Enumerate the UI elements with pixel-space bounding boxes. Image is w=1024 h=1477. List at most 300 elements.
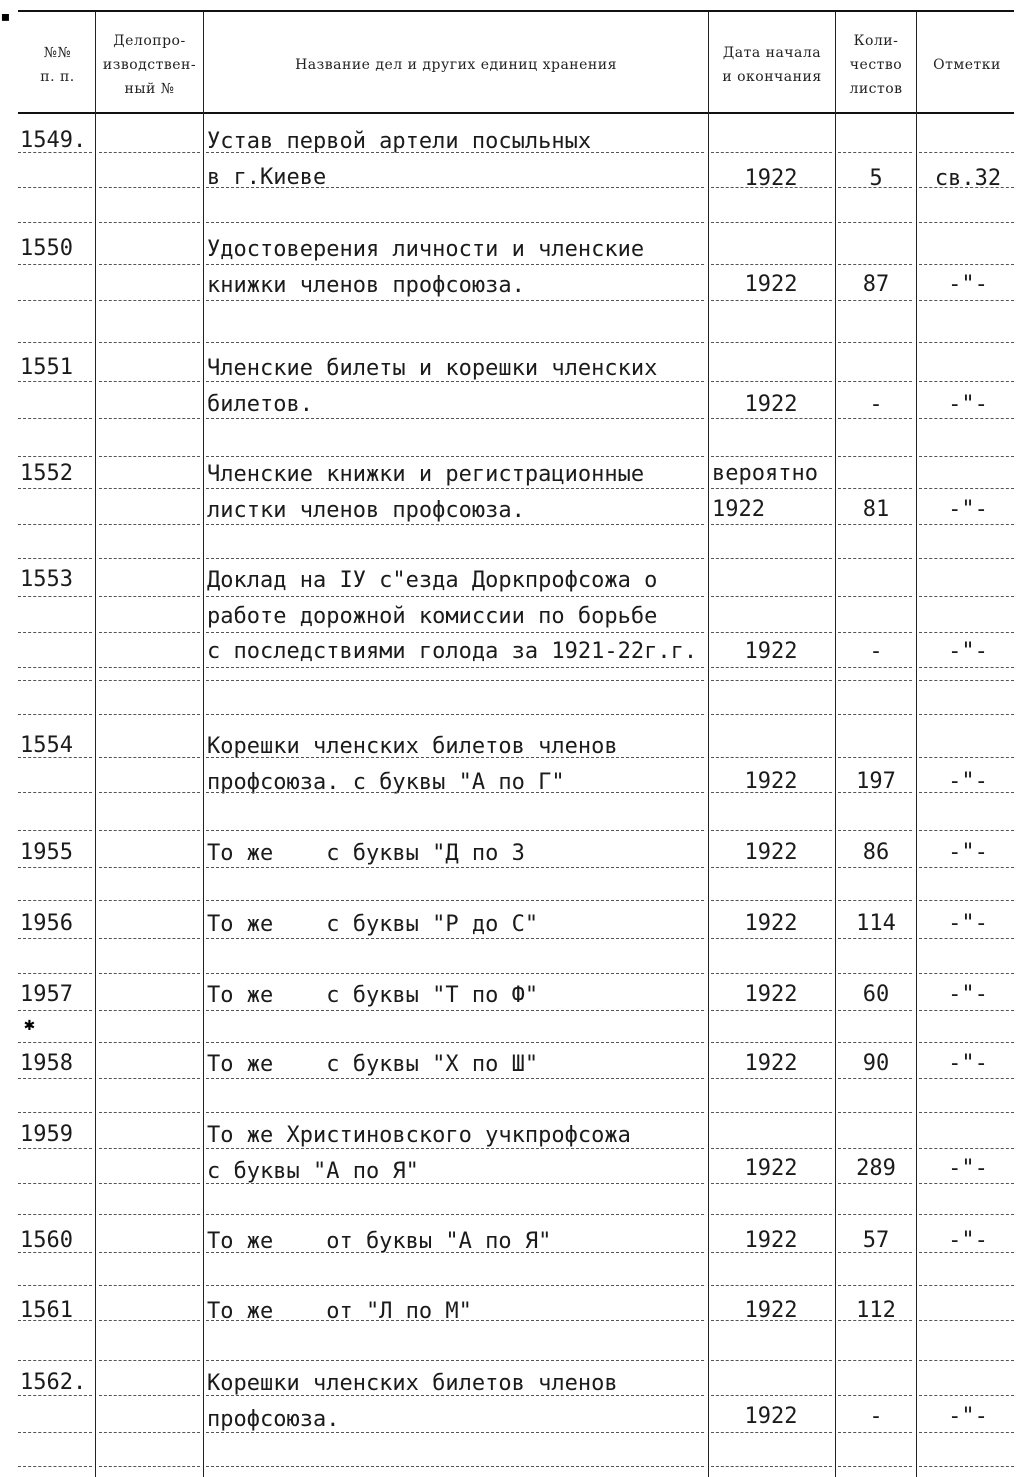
ruled-guide-line bbox=[838, 418, 912, 419]
ruled-guide-line bbox=[18, 830, 92, 831]
ruled-guide-line bbox=[99, 1112, 200, 1113]
ruled-guide-line bbox=[838, 152, 912, 153]
ruled-guide-line bbox=[206, 1112, 704, 1113]
ruled-guide-line bbox=[99, 1078, 200, 1079]
ruled-guide-line bbox=[919, 152, 1014, 153]
ruled-guide-line bbox=[919, 1112, 1014, 1113]
ruled-guide-line bbox=[99, 757, 200, 758]
ruled-guide-line bbox=[919, 1320, 1014, 1321]
ruled-guide-line bbox=[18, 524, 92, 525]
ruled-guide-line bbox=[99, 1042, 200, 1043]
ruled-guide-line bbox=[711, 1320, 832, 1321]
ruled-guide-line bbox=[919, 456, 1014, 457]
ruled-guide-line bbox=[919, 667, 1014, 668]
ruled-guide-line bbox=[18, 973, 92, 974]
ruled-guide-line bbox=[99, 1466, 200, 1467]
ruled-guide-line bbox=[919, 264, 1014, 265]
ruled-guide-line bbox=[99, 524, 200, 525]
header-col-notes: Отметки bbox=[933, 57, 1001, 73]
ruled-guide-line bbox=[18, 1042, 92, 1043]
ruled-guide-line bbox=[18, 596, 92, 597]
ruled-guide-line bbox=[711, 1078, 832, 1079]
entry-number: 1957 bbox=[20, 982, 73, 1007]
ruled-guide-line bbox=[18, 938, 92, 939]
entry-number: 1958 bbox=[20, 1051, 73, 1076]
entry-sheet-count: 60 bbox=[862, 982, 890, 1007]
ruled-guide-line bbox=[18, 1252, 92, 1253]
entry-sheet-count: - bbox=[869, 639, 883, 664]
ruled-guide-line bbox=[711, 596, 832, 597]
ruled-guide-line bbox=[99, 680, 200, 681]
entry-date: 1922 bbox=[744, 272, 798, 297]
entry-date: 1922 bbox=[744, 166, 798, 191]
ruled-guide-line bbox=[711, 900, 832, 901]
entry-sheet-count: 86 bbox=[862, 840, 890, 865]
ruled-guide-line bbox=[18, 867, 92, 868]
ruled-guide-line bbox=[99, 1320, 200, 1321]
ruled-guide-line bbox=[18, 342, 92, 343]
ruled-guide-line bbox=[838, 1285, 912, 1286]
entry-sheet-count: 90 bbox=[862, 1051, 890, 1076]
ruled-guide-line bbox=[99, 1252, 200, 1253]
ruled-guide-line bbox=[919, 342, 1014, 343]
entry-sheet-count: 197 bbox=[856, 769, 896, 794]
entry-sheet-count: 112 bbox=[856, 1298, 896, 1323]
ruled-guide-line bbox=[919, 187, 1014, 188]
ruled-guide-line bbox=[18, 187, 92, 188]
ruled-guide-line bbox=[18, 1214, 92, 1215]
entry-note: -"- bbox=[948, 639, 988, 664]
ruled-guide-line bbox=[99, 152, 200, 153]
ruled-guide-line bbox=[18, 1010, 92, 1011]
ruled-guide-line bbox=[18, 1466, 92, 1467]
ruled-guide-line bbox=[18, 680, 92, 681]
ruled-guide-line bbox=[99, 900, 200, 901]
ruled-guide-line bbox=[206, 938, 704, 939]
ruled-guide-line bbox=[99, 1148, 200, 1149]
ruled-guide-line bbox=[838, 757, 912, 758]
ruled-guide-line bbox=[838, 830, 912, 831]
ruled-guide-line bbox=[206, 524, 704, 525]
ruled-guide-line bbox=[206, 488, 704, 489]
ruled-guide-line bbox=[711, 1395, 832, 1396]
ruled-guide-line bbox=[18, 456, 92, 457]
ruled-guide-line bbox=[18, 1395, 92, 1396]
ruled-guide-line bbox=[838, 456, 912, 457]
entry-note: -"- bbox=[948, 769, 988, 794]
entry-title: То же от буквы "А по Я" bbox=[207, 1229, 552, 1254]
entry-number: 1553 bbox=[20, 567, 73, 592]
ruled-guide-line bbox=[99, 973, 200, 974]
ruled-guide-line bbox=[711, 418, 832, 419]
ruled-guide-line bbox=[838, 1320, 912, 1321]
ruled-guide-line bbox=[99, 1285, 200, 1286]
entry-date: 1922 bbox=[744, 639, 798, 664]
ruled-guide-line bbox=[711, 1112, 832, 1113]
ruled-guide-line bbox=[18, 792, 92, 793]
ruled-guide-line bbox=[99, 1183, 200, 1184]
entry-title: Корешки членских билетов членов профсоюза. bbox=[207, 1371, 618, 1432]
ruled-guide-line bbox=[18, 1112, 92, 1113]
entry-note: -"- bbox=[948, 1051, 988, 1076]
entry-number: 1549. bbox=[20, 128, 87, 153]
ruled-guide-line bbox=[919, 381, 1014, 382]
entry-note: -"- bbox=[948, 1404, 988, 1429]
ruled-guide-line bbox=[206, 456, 704, 457]
ruled-guide-line bbox=[18, 488, 92, 489]
header-col-no: №№ п. п. bbox=[40, 45, 75, 85]
ruled-guide-line bbox=[711, 558, 832, 559]
ruled-guide-line bbox=[838, 1183, 912, 1184]
ruled-guide-line bbox=[711, 1042, 832, 1043]
ruled-guide-line bbox=[838, 1252, 912, 1253]
ruled-guide-line bbox=[711, 667, 832, 668]
ruled-guide-line bbox=[711, 714, 832, 715]
ruled-guide-line bbox=[711, 1148, 832, 1149]
ruled-guide-line bbox=[838, 1112, 912, 1113]
ruled-guide-line bbox=[838, 1010, 912, 1011]
ruled-guide-line bbox=[711, 792, 832, 793]
ruled-guide-line bbox=[99, 667, 200, 668]
ruled-guide-line bbox=[18, 1320, 92, 1321]
ruled-guide-line bbox=[206, 632, 704, 633]
ruled-guide-line bbox=[919, 558, 1014, 559]
ruled-guide-line bbox=[18, 1183, 92, 1184]
ruled-guide-line bbox=[838, 1466, 912, 1467]
entry-title: То же с буквы "Т по Ф" bbox=[207, 983, 539, 1008]
ruled-guide-line bbox=[711, 867, 832, 868]
col-divider-1 bbox=[95, 12, 96, 1477]
ruled-guide-line bbox=[711, 680, 832, 681]
ruled-guide-line bbox=[919, 222, 1014, 223]
entry-title: То же с буквы "Х по Ш" bbox=[207, 1052, 539, 1077]
ruled-guide-line bbox=[99, 1010, 200, 1011]
entry-number: 1552 bbox=[20, 461, 73, 486]
entry-sheet-count: 289 bbox=[856, 1156, 896, 1181]
ruled-guide-line bbox=[711, 938, 832, 939]
ruled-guide-line bbox=[99, 342, 200, 343]
ruled-guide-line bbox=[206, 381, 704, 382]
ruled-guide-line bbox=[206, 1360, 704, 1361]
entry-note: -"- bbox=[948, 840, 988, 865]
ruled-guide-line bbox=[99, 714, 200, 715]
entry-title: Корешки членских билетов членов профсоюза. с буквы "А по Г" bbox=[207, 734, 618, 795]
ruled-guide-line bbox=[838, 300, 912, 301]
ruled-guide-line bbox=[919, 867, 1014, 868]
entry-number: 1550 bbox=[20, 236, 73, 261]
col-divider-4 bbox=[835, 12, 836, 1477]
ruled-guide-line bbox=[838, 524, 912, 525]
ruled-guide-line bbox=[838, 867, 912, 868]
ruled-guide-line bbox=[206, 1252, 704, 1253]
ruled-guide-line bbox=[711, 1285, 832, 1286]
entry-title: Членские книжки и регистрационные листки членов профсоюза. bbox=[207, 462, 645, 523]
ruled-guide-line bbox=[206, 792, 704, 793]
entry-title: То же с буквы "Р до С" bbox=[207, 912, 539, 937]
ruled-guide-line bbox=[206, 867, 704, 868]
entry-number: 1554 bbox=[20, 733, 73, 758]
entry-title: То же Христиновского учкпрофсожа с буквы "А по Я" bbox=[207, 1123, 631, 1184]
ruled-guide-line bbox=[206, 1432, 704, 1433]
ruled-guide-line bbox=[18, 1078, 92, 1079]
ruled-guide-line bbox=[206, 1078, 704, 1079]
ruled-guide-line bbox=[838, 381, 912, 382]
ruled-guide-line bbox=[18, 152, 92, 153]
ruled-guide-line bbox=[711, 264, 832, 265]
ruled-guide-line bbox=[206, 300, 704, 301]
ruled-guide-line bbox=[919, 1360, 1014, 1361]
entry-title: Членские билеты и корешки членских билетов. bbox=[207, 356, 658, 417]
entry-number: 1560 bbox=[20, 1228, 73, 1253]
ruled-guide-line bbox=[206, 187, 704, 188]
ruled-guide-line bbox=[711, 1010, 832, 1011]
ruled-guide-line bbox=[919, 1466, 1014, 1467]
ruled-guide-line bbox=[206, 1010, 704, 1011]
entry-note: св.32 bbox=[934, 166, 1002, 191]
ruled-guide-line bbox=[206, 1214, 704, 1215]
ruled-guide-line bbox=[18, 1285, 92, 1286]
ruled-guide-line bbox=[838, 680, 912, 681]
ruled-guide-line bbox=[919, 1042, 1014, 1043]
ruled-guide-line bbox=[18, 1148, 92, 1149]
ruled-guide-line bbox=[711, 1183, 832, 1184]
ruled-guide-line bbox=[18, 381, 92, 382]
entry-date: 1922 bbox=[744, 840, 798, 865]
col-divider-5 bbox=[916, 12, 917, 1477]
ruled-guide-line bbox=[18, 900, 92, 901]
ruled-guide-line bbox=[99, 596, 200, 597]
ruled-guide-line bbox=[711, 342, 832, 343]
top-rule bbox=[18, 10, 1014, 12]
ruled-guide-line bbox=[838, 596, 912, 597]
ruled-guide-line bbox=[919, 488, 1014, 489]
ruled-guide-line bbox=[99, 381, 200, 382]
ruled-guide-line bbox=[838, 900, 912, 901]
ruled-guide-line bbox=[919, 1078, 1014, 1079]
ruled-guide-line bbox=[711, 830, 832, 831]
ruled-guide-line bbox=[206, 1148, 704, 1149]
ruled-guide-line bbox=[206, 757, 704, 758]
ruled-guide-line bbox=[919, 596, 1014, 597]
entry-sheet-count: - bbox=[869, 1404, 883, 1429]
ruled-guide-line bbox=[206, 264, 704, 265]
ruled-guide-line bbox=[99, 300, 200, 301]
ruled-guide-line bbox=[18, 558, 92, 559]
ruled-guide-line bbox=[711, 757, 832, 758]
ruled-guide-line bbox=[838, 342, 912, 343]
entry-number: 1956 bbox=[20, 911, 73, 936]
ruled-guide-line bbox=[206, 830, 704, 831]
corner-ink-mark: ▪ bbox=[0, 6, 11, 27]
ruled-guide-line bbox=[919, 830, 1014, 831]
entry-note: -"- bbox=[948, 1228, 988, 1253]
ruled-guide-line bbox=[206, 1395, 704, 1396]
entry-date: 1922 bbox=[712, 497, 765, 522]
ruled-guide-line bbox=[99, 222, 200, 223]
entry-sheet-count: 81 bbox=[862, 497, 890, 522]
ruled-guide-line bbox=[99, 558, 200, 559]
ruled-guide-line bbox=[206, 1285, 704, 1286]
ruled-guide-line bbox=[838, 667, 912, 668]
ruled-guide-line bbox=[919, 792, 1014, 793]
ruled-guide-line bbox=[206, 714, 704, 715]
ruled-guide-line bbox=[838, 1432, 912, 1433]
ruled-guide-line bbox=[838, 1360, 912, 1361]
ruled-guide-line bbox=[711, 1432, 832, 1433]
ruled-guide-line bbox=[18, 300, 92, 301]
ruled-guide-line bbox=[99, 1395, 200, 1396]
ruled-guide-line bbox=[18, 667, 92, 668]
ruled-guide-line bbox=[838, 264, 912, 265]
entry-title: Доклад на IУ с"езда Доркпрофсожа о работе дорожной комиссии по борьбе с последствиями голода за 1921-22г.г. bbox=[207, 568, 698, 664]
ruled-guide-line bbox=[99, 792, 200, 793]
entry-date: 1922 bbox=[744, 1298, 798, 1323]
ruled-guide-line bbox=[99, 632, 200, 633]
ruled-guide-line bbox=[838, 714, 912, 715]
ruled-guide-line bbox=[838, 1395, 912, 1396]
entry-date: 1922 bbox=[744, 1156, 798, 1181]
ruled-guide-line bbox=[206, 973, 704, 974]
ruled-guide-line bbox=[919, 1285, 1014, 1286]
ruled-guide-line bbox=[711, 187, 832, 188]
ruled-guide-line bbox=[919, 973, 1014, 974]
ruled-guide-line bbox=[99, 488, 200, 489]
ruled-guide-line bbox=[838, 1148, 912, 1149]
ruled-guide-line bbox=[919, 1214, 1014, 1215]
col-divider-2 bbox=[203, 12, 204, 1477]
ruled-guide-line bbox=[711, 1252, 832, 1253]
ruled-guide-line bbox=[711, 456, 832, 457]
ruled-guide-line bbox=[919, 1148, 1014, 1149]
entry-note: -"- bbox=[948, 911, 988, 936]
ruled-guide-line bbox=[18, 1432, 92, 1433]
ruled-guide-line bbox=[838, 1214, 912, 1215]
entry-date: 1922 bbox=[744, 392, 798, 417]
ruled-guide-line bbox=[711, 1466, 832, 1467]
entry-date: 1922 bbox=[744, 911, 798, 936]
entry-number: 1955 bbox=[20, 840, 73, 865]
ruled-guide-line bbox=[711, 1214, 832, 1215]
ruled-guide-line bbox=[711, 300, 832, 301]
ruled-guide-line bbox=[838, 1078, 912, 1079]
entry-title: То же с буквы "Д по З bbox=[207, 841, 525, 866]
ruled-guide-line bbox=[919, 1010, 1014, 1011]
header-col-title: Название дел и других единиц хранения bbox=[295, 57, 617, 73]
entry-note: -"- bbox=[948, 392, 988, 417]
ruled-guide-line bbox=[206, 1183, 704, 1184]
ruled-guide-line bbox=[99, 867, 200, 868]
entry-sheet-count: 5 bbox=[869, 166, 883, 191]
ruled-guide-line bbox=[919, 938, 1014, 939]
ruled-guide-line bbox=[711, 152, 832, 153]
entry-date-note: вероятно bbox=[712, 461, 818, 486]
ruled-guide-line bbox=[206, 596, 704, 597]
ruled-guide-line bbox=[99, 1214, 200, 1215]
ruled-guide-line bbox=[18, 714, 92, 715]
ruled-guide-line bbox=[838, 938, 912, 939]
entry-number: 1959 bbox=[20, 1122, 73, 1147]
ruled-guide-line bbox=[99, 1432, 200, 1433]
ruled-guide-line bbox=[711, 632, 832, 633]
header-col-sheets: Коли- чество листов bbox=[849, 33, 903, 97]
ruled-guide-line bbox=[838, 973, 912, 974]
ruled-guide-line bbox=[838, 488, 912, 489]
ruled-guide-line bbox=[206, 667, 704, 668]
ruled-guide-line bbox=[18, 222, 92, 223]
ruled-guide-line bbox=[919, 632, 1014, 633]
ruled-guide-line bbox=[18, 418, 92, 419]
ruled-guide-line bbox=[919, 1183, 1014, 1184]
entry-title: Устав первой артели посыльных в г.Киеве bbox=[207, 129, 592, 190]
ruled-guide-line bbox=[206, 558, 704, 559]
ruled-guide-line bbox=[206, 900, 704, 901]
entry-date: 1922 bbox=[744, 982, 798, 1007]
ruled-guide-line bbox=[711, 1360, 832, 1361]
entry-date: 1922 bbox=[744, 1404, 798, 1429]
ruled-guide-line bbox=[99, 830, 200, 831]
ruled-guide-line bbox=[99, 187, 200, 188]
ruled-guide-line bbox=[18, 632, 92, 633]
ruled-guide-line bbox=[838, 792, 912, 793]
ruled-guide-line bbox=[711, 973, 832, 974]
col-divider-3 bbox=[708, 12, 709, 1477]
ruled-guide-line bbox=[919, 714, 1014, 715]
ruled-guide-line bbox=[919, 900, 1014, 901]
ruled-guide-line bbox=[99, 938, 200, 939]
header-bottom-rule bbox=[18, 112, 1014, 114]
header-col-office-no: Делопро- изводствен- ный № bbox=[102, 33, 197, 97]
ruled-guide-line bbox=[919, 757, 1014, 758]
ruled-guide-line bbox=[206, 418, 704, 419]
entry-title: То же от "Л по М" bbox=[207, 1299, 472, 1324]
entry-date: 1922 bbox=[744, 1051, 798, 1076]
ruled-guide-line bbox=[919, 418, 1014, 419]
entry-note: -"- bbox=[948, 497, 988, 522]
ruled-guide-line bbox=[18, 757, 92, 758]
ruled-guide-line bbox=[919, 1432, 1014, 1433]
ruled-guide-line bbox=[18, 1360, 92, 1361]
ruled-guide-line bbox=[838, 222, 912, 223]
ruled-guide-line bbox=[711, 381, 832, 382]
entry-title: Удостоверения личности и членские книжки членов профсоюза. bbox=[207, 237, 645, 298]
header-col-dates: Дата начала и окончания bbox=[722, 45, 822, 85]
ruled-guide-line bbox=[838, 558, 912, 559]
ruled-guide-line bbox=[99, 456, 200, 457]
entry-sheet-count: 87 bbox=[862, 272, 890, 297]
ruled-guide-line bbox=[99, 264, 200, 265]
ruled-guide-line bbox=[711, 524, 832, 525]
entry-number: 1562. bbox=[20, 1370, 87, 1395]
ruled-guide-line bbox=[99, 418, 200, 419]
entry-number: 1561 bbox=[20, 1298, 73, 1323]
ruled-guide-line bbox=[206, 1320, 704, 1321]
ruled-guide-line bbox=[206, 680, 704, 681]
ruled-guide-line bbox=[919, 1395, 1014, 1396]
entry-sheet-count: - bbox=[869, 392, 883, 417]
entry-number: 1551 bbox=[20, 355, 73, 380]
ruled-guide-line bbox=[99, 1360, 200, 1361]
ruled-guide-line bbox=[206, 1466, 704, 1467]
entry-note: -"- bbox=[948, 272, 988, 297]
ruled-guide-line bbox=[206, 1042, 704, 1043]
ruled-guide-line bbox=[206, 222, 704, 223]
ruled-guide-line bbox=[206, 152, 704, 153]
ruled-guide-line bbox=[838, 1042, 912, 1043]
ruled-guide-line bbox=[919, 300, 1014, 301]
ruled-guide-line bbox=[919, 1252, 1014, 1253]
entry-note: -"- bbox=[948, 1156, 988, 1181]
entry-date: 1922 bbox=[744, 769, 798, 794]
